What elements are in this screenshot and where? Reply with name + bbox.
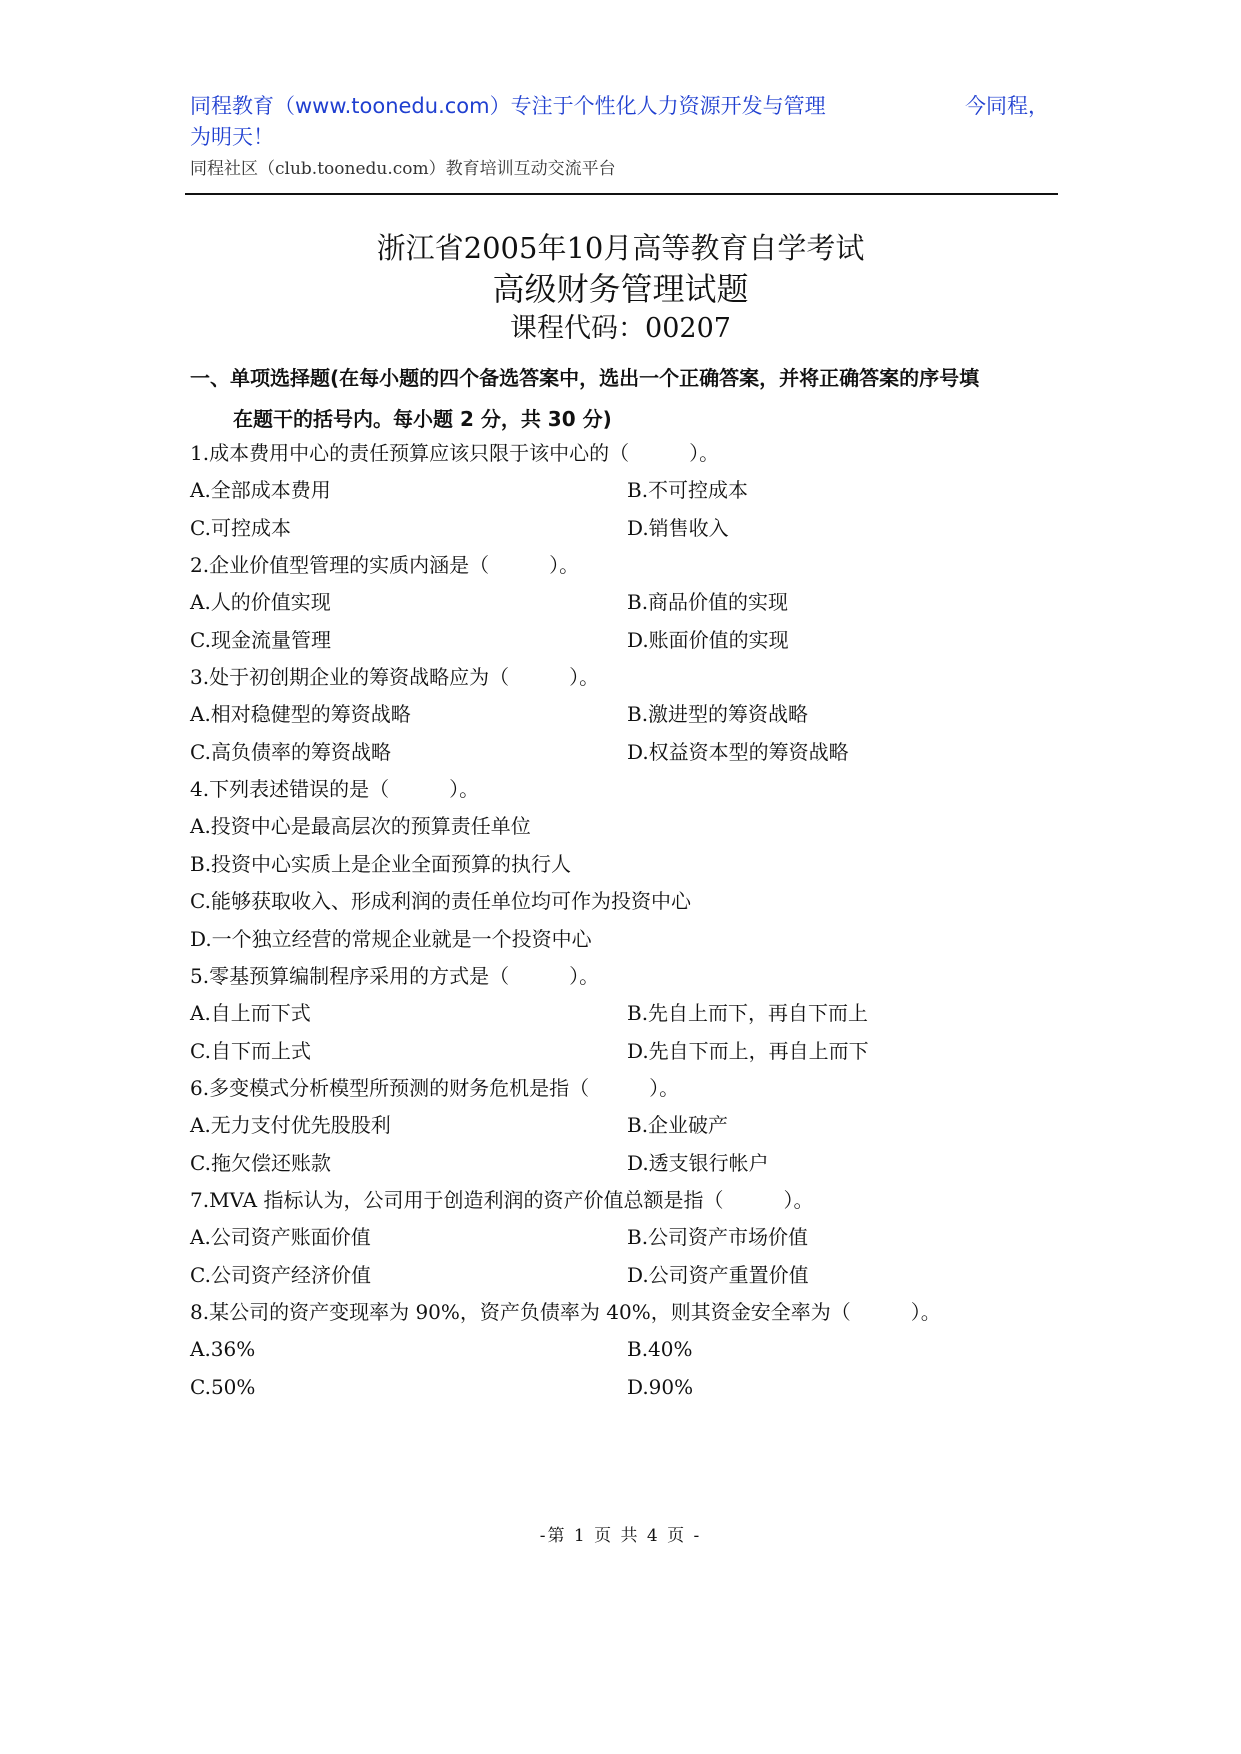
question-7-option-d: D.公司资产重置价值 [627, 1263, 809, 1287]
question-8-option-d: D.90% [627, 1375, 694, 1399]
question-3-option-d: D.权益资本型的筹资战略 [627, 740, 849, 764]
question-2-option-a: A.人的价值实现 [190, 590, 331, 614]
question-2-stem: 2.企业价值型管理的实质内涵是（ ）。 [190, 553, 580, 577]
question-6-option-b: B.企业破产 [627, 1113, 729, 1137]
subject-title: 高级财务管理试题 [492, 270, 749, 308]
question-7-stem: 7.MVA 指标认为，公司用于创造利润的资产价值总额是指（ ）。 [190, 1188, 814, 1212]
question-6-option-d: D.透支银行帐户 [627, 1151, 769, 1175]
question-5-option-a: A.自上而下式 [190, 1001, 311, 1025]
question-3-option-c: C.高负债率的筹资战略 [190, 740, 391, 764]
question-5-option-b: B.先自上而下，再自下而上 [627, 1001, 869, 1025]
question-5-stem: 5.零基预算编制程序采用的方式是（ ）。 [190, 964, 600, 988]
question-2-option-d: D.账面价值的实现 [627, 628, 789, 652]
question-7-option-c: C.公司资产经济价值 [190, 1263, 371, 1287]
course-code: 课程代码：00207 [510, 313, 731, 344]
header-community: 同程社区（club.toonedu.com）教育培训互动交流平台 [190, 159, 616, 179]
question-7-option-b: B.公司资产市场价值 [627, 1225, 809, 1249]
question-3-stem: 3.处于初创期企业的筹资战略应为（ ）。 [190, 665, 600, 689]
question-1-option-c: C.可控成本 [190, 516, 291, 540]
section-heading-line1: 一、单项选择题(在每小题的四个备选答案中，选出一个正确答案，并将正确答案的序号填 [190, 366, 980, 390]
question-8-option-b: B.40% [627, 1337, 693, 1361]
question-4-option-d: D.一个独立经营的常规企业就是一个投资中心 [190, 927, 592, 951]
question-3-option-a: A.相对稳健型的筹资战略 [190, 702, 411, 726]
question-2-option-b: B.商品价值的实现 [627, 590, 789, 614]
question-5-option-d: D.先自下而上，再自上而下 [627, 1039, 869, 1063]
exam-title: 浙江省2005年10月高等教育自学考试 [376, 231, 865, 265]
section-heading [190, 358, 1060, 440]
question-1-option-a: A.全部成本费用 [190, 478, 331, 502]
question-4-option-c: C.能够获取收入、形成利润的责任单位均可作为投资中心 [190, 889, 691, 913]
question-7-option-a: A.公司资产账面价值 [190, 1225, 371, 1249]
question-6-option-a: A.无力支付优先股股利 [190, 1113, 391, 1137]
header-tagline [190, 90, 1060, 122]
question-4-stem: 4.下列表述错误的是（ ）。 [190, 777, 480, 801]
question-4-option-a: A.投资中心是最高层次的预算责任单位 [190, 814, 531, 838]
question-6-stem: 6.多变模式分析模型所预测的财务危机是指（ ）。 [190, 1076, 680, 1100]
question-5-option-c: C.自下而上式 [190, 1039, 311, 1063]
question-4-option-b: B.投资中心实质上是企业全面预算的执行人 [190, 852, 572, 876]
question-1-option-b: B.不可控成本 [627, 478, 749, 502]
question-2-option-c: C.现金流量管理 [190, 628, 331, 652]
question-8-option-c: C.50% [190, 1375, 256, 1399]
header-tagline-text: 同程教育（www.toonedu.com）专注于个性化人力资源开发与管理 [190, 94, 826, 118]
header-slogan-cont: 为明天！ [190, 125, 274, 149]
section-heading-line2: 在题干的括号内。每小题 2 分，共 30 分) [233, 407, 612, 431]
page-footer: -第 1 页 共 4 页 - [539, 1526, 702, 1546]
header-divider [185, 193, 1058, 195]
question-8-stem: 8.某公司的资产变现率为 90%，资产负债率为 40%，则其资金安全率为（ ）。 [190, 1300, 941, 1324]
question-8-option-a: A.36% [190, 1337, 256, 1361]
question-3-option-b: B.激进型的筹资战略 [627, 702, 809, 726]
page-header [190, 90, 1060, 184]
question-1-stem: 1.成本费用中心的责任预算应该只限于该中心的（ ）。 [190, 441, 720, 465]
question-1-option-d: D.销售收入 [627, 516, 729, 540]
header-slogan: 今同程， [965, 94, 1049, 118]
question-6-option-c: C.拖欠偿还账款 [190, 1151, 331, 1175]
